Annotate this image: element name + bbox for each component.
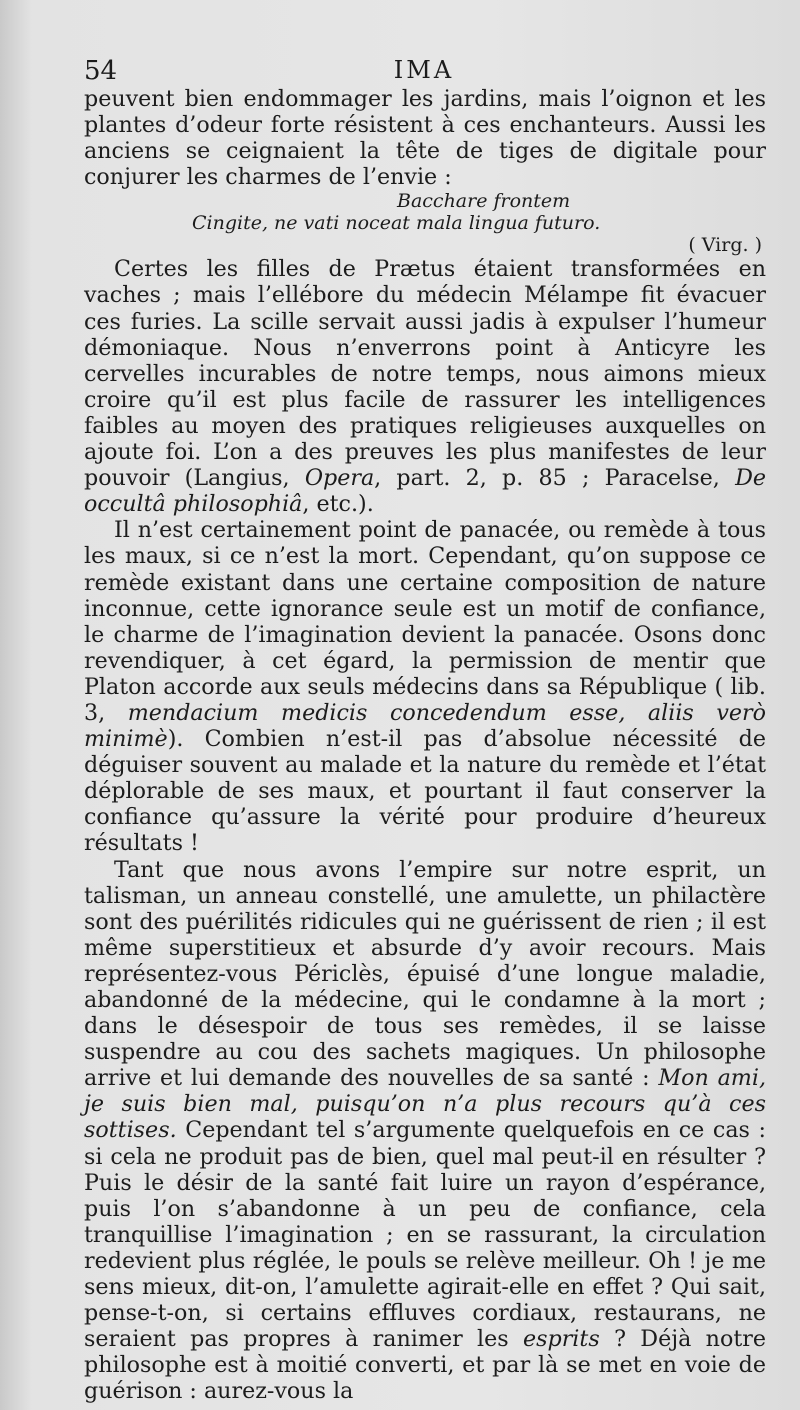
paragraph-2 [84, 256, 766, 517]
latin-quote-line-2: Cingite, ne vati noceat mala lingua futuro. [192, 212, 601, 235]
running-head: IMA [393, 56, 455, 84]
page-header [84, 56, 764, 86]
paragraph-2-end: , etc.). [302, 491, 374, 518]
paragraph-4-text-a: Tant que nous avons l’empire sur notre esprit, un talisman, un anneau constellé, une amulette, un philactère sont des puérilités ridicules qui ne guérissent de rien ; il est même superstitieux et absurde d’y avoir recours. Mais représentez-vous Périclès, épuisé d’une longue maladie, abandonné de la médecine, qui le condamne à la mort ; dans le désespoir de tous ses remèdes, il se laisse suspendre au cou des sachets magiques. Un philosophe arrive et lui demande des nouvelles de sa santé : [84, 856, 766, 1092]
platon-latin-quote: mendacium medicis concedendum esse, aliis verò minimè [84, 699, 766, 753]
page-number: 54 [84, 56, 118, 86]
paragraph-4-text-c: ? Déjà notre philosophe est à moitié converti, et par là se met en voie de guérison : aurez-vous la [84, 1326, 766, 1405]
paragraph-2-text: Certes les filles de Prætus étaient transformées en vaches ; mais l’ellébore du médecin Mélampe fit évacuer ces furies. La scille servait aussi jadis à expulser l’humeur démoniaque. Nous n’enverrons point à Anticyre les cervelles incurables de notre temps, nous aimons mieux croire qu’il est plus facile de rassurer les intelligences faibles au moyen des pratiques religieuses auxquelles on ajoute foi. L’on a des preuves les plus manifestes de leur pouvoir (Langius, [84, 256, 766, 492]
latin-quote-line-1: Baccharе frontem [397, 190, 571, 213]
philosopher-reply: Mon ami, je suis bien mal, puisqu’on n’a plus recours qu’à ces sottises. [84, 1065, 766, 1144]
paragraph-1: peuvent bien endommager les jardins, mais l’oignon et les plantes d’odeur forte résistent à ces enchanteurs. Aussi les anciens se ceignaient la tête de tiges de digitale pour conjurer les charmes de l’envie : [84, 86, 766, 191]
paragraph-3-text-a: Il n’est certainement point de panacée, ou remède à tous les maux, si ce n’est la mort. Cependant, qu’on suppose ce remède existant dans une certaine composition de nature inconnue, cette ignorance seule est un motif de confiance, le charme de l’imagination devient la panacée. Osons donc revendiquer, à cet égard, la permission de mentir que Platon accorde aux seuls médecins dans sa République ( lib. 3, [84, 517, 766, 726]
paragraph-3-text-b: ). Combien n’est-il pas d’absolue nécessité de déguiser souvent au malade et la nature du remède et l’état déplorable de ses maux, et pourtant il faut conserver la confiance qu’assure la vérité pour produire d’heureux résultats ! [84, 726, 766, 857]
paragraph-3 [84, 517, 766, 856]
paragraph-2-mid: , part. 2, p. 85 ; Paracelse, [374, 465, 720, 492]
citation-title-paracelse: De occultâ philosophiâ [84, 465, 766, 518]
quote-source: ( Virg. ) [688, 234, 762, 257]
page-body [84, 86, 766, 1405]
citation-title-opera: Opera [304, 465, 375, 492]
paragraph-4 [84, 857, 766, 1405]
esprits-italic: esprits [522, 1326, 600, 1353]
paragraph-4-text-b: Cependant tel s’argumente quelquefois en ce cas : si cela ne produit pas de bien, quel mal peut-il en résulter ? Puis le désir de la santé fait luire un rayon d’espérance, puis l’on s’abandonne à un peu de confiance, cela tranquillise l’imagination ; en se rassurant, la circulation redevient plus réglée, le pouls se relève meilleur. Oh ! je me sens mieux, dit-on, l’amulette agirait-elle en effet ? Qui sait, pense-t-on, si certains effluves cordiaux, restaurans, ne seraient pas propres à ranimer les [84, 1117, 766, 1353]
